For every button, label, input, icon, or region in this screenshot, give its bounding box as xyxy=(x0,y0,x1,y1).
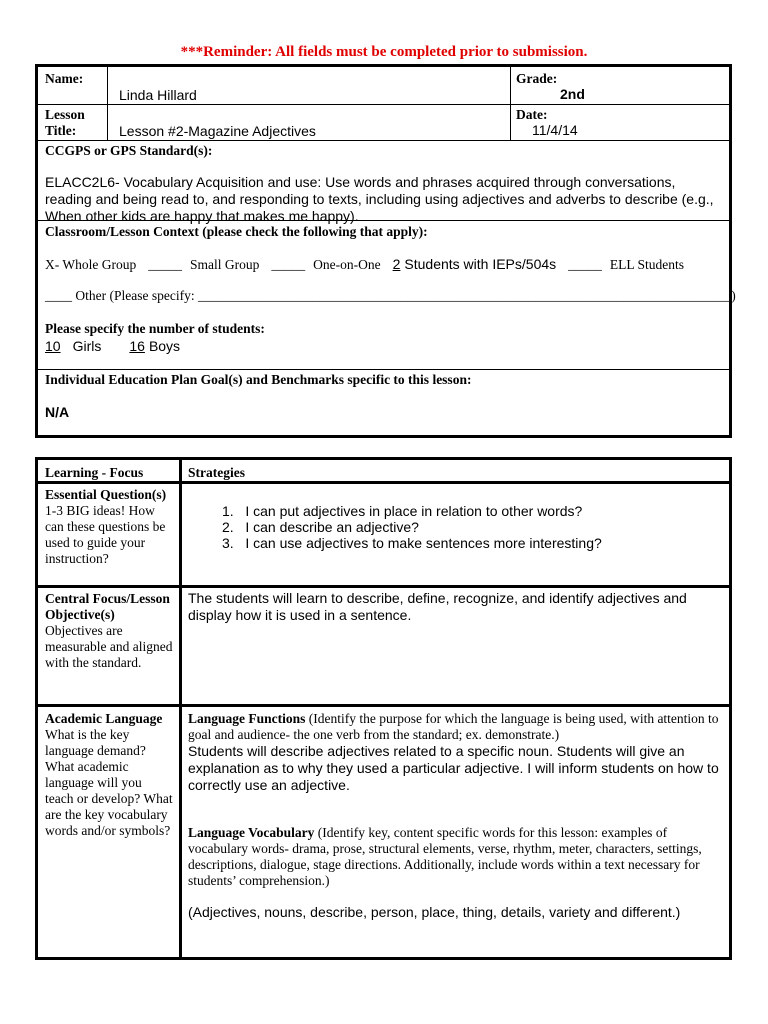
list-text: I can describe an adjective? xyxy=(245,519,419,535)
one-on-one-option: One-on-One xyxy=(313,257,381,272)
blank: _____ xyxy=(271,257,306,272)
boys-count: 16 xyxy=(129,338,145,354)
list-number: 3. xyxy=(222,535,234,551)
list-text: I can put adjectives in place in relation to other words? xyxy=(245,503,583,519)
row-divider xyxy=(38,585,729,588)
iep-option: Students with IEPs/504s xyxy=(404,256,557,272)
iep-goals-label: Individual Education Plan Goal(s) and Benchmarks specific to this lesson: xyxy=(45,372,472,387)
strategies-header: Strategies xyxy=(188,465,245,480)
central-focus-text: The students will learn to describe, define, recognize, and identify adjectives and display how it is used in a sentence. xyxy=(188,590,687,623)
row-divider xyxy=(38,704,729,707)
lesson-title-value: Lesson #2-Magazine Adjectives xyxy=(119,123,316,139)
small-group-option: Small Group xyxy=(189,257,260,272)
central-focus-desc: Objectives are measurable and aligned with the standard. xyxy=(45,623,173,670)
central-focus-title: Central Focus/Lesson Objective(s) xyxy=(45,591,170,622)
essential-questions-title: Essential Question(s) xyxy=(45,487,167,502)
language-vocabulary-cell xyxy=(188,825,724,921)
whole-group-option: X- Whole Group xyxy=(45,257,137,272)
language-functions-desc: (Identify the purpose for which the language is being used, with attention to goal and audience- the one verb from the standard; ex. demonstrate.) xyxy=(188,711,719,742)
lesson-label: Lesson xyxy=(45,107,85,122)
language-functions-text: Students will describe adjectives related to a specific noun. Students will give an explanation as to why they used a particular adjective. I will inform students on how to correctly use an adjective. xyxy=(188,743,719,793)
other-option: ____ Other (Please specify: _______________________________________________________________________________) xyxy=(45,288,736,303)
list-item xyxy=(222,535,712,551)
academic-language-desc: What is the key language demand? What academic language will you teach or develop? What are the key vocabulary words and/or symbols? xyxy=(45,727,173,838)
iep-goals-value: N/A xyxy=(45,404,70,420)
girls-label: Girls xyxy=(72,338,102,354)
essential-questions-desc: 1-3 BIG ideas! How can these questions be used to guide your instruction? xyxy=(45,503,166,566)
date-label: Date: xyxy=(516,107,548,122)
row-divider xyxy=(38,481,729,484)
central-focus-cell xyxy=(45,591,177,671)
standards-text: ELACC2L6- Vocabulary Acquisition and use: Use words and phrases acquired through conversations, reading and being read to, and responding to texts, including using adjectives and adverbs to describe (e.g., When other kids are happy that makes me happy). xyxy=(45,174,714,224)
list-number: 2. xyxy=(222,519,234,535)
list-text: I can use adjectives to make sentences more interesting? xyxy=(245,535,602,551)
learning-focus-header: Learning - Focus xyxy=(45,465,144,480)
title-label: Title: xyxy=(45,123,77,138)
language-vocabulary-desc: (Identify key, content specific words for this lesson: examples of vocabulary words- drama, prose, structural elements, verse, rhythm, meter, characters, settings, descriptions, dialogue, stage directions. Additionally, include words within a text necessary for students’ comprehension.) xyxy=(188,825,702,888)
name-value: Linda Hillard xyxy=(119,87,197,103)
num-students-label: Please specify the number of students: xyxy=(45,321,265,336)
list-item xyxy=(222,503,712,519)
language-vocabulary-text: (Adjectives, nouns, describe, person, place, thing, details, variety and different.) xyxy=(188,904,681,920)
girls-count: 10 xyxy=(45,338,61,354)
language-vocabulary-title: Language Vocabulary xyxy=(188,825,315,840)
list-item xyxy=(222,519,712,535)
grade-label: Grade: xyxy=(516,71,558,86)
divider xyxy=(38,104,729,105)
divider xyxy=(38,140,729,141)
column-divider xyxy=(179,460,182,957)
lesson-info-table xyxy=(35,64,736,438)
ell-option: ELL Students xyxy=(609,257,685,272)
list-number: 1. xyxy=(222,503,234,519)
name-label: Name: xyxy=(45,71,84,86)
academic-language-cell xyxy=(45,711,173,839)
grade-value: 2nd xyxy=(560,86,585,102)
lesson-plan-table xyxy=(35,457,732,960)
reminder-banner: ***Reminder: All fields must be completed prior to submission. xyxy=(180,44,588,60)
divider xyxy=(38,369,729,370)
language-functions-cell xyxy=(188,711,724,794)
student-counts xyxy=(45,338,180,356)
blank: _____ xyxy=(568,257,602,272)
boys-label: Boys xyxy=(148,338,181,354)
academic-language-title: Academic Language xyxy=(45,711,163,726)
context-label: Classroom/Lesson Context (please check the following that apply): xyxy=(45,224,428,239)
context-options xyxy=(45,256,725,274)
iep-count: 2 xyxy=(392,256,401,272)
essential-questions-cell xyxy=(45,487,175,567)
language-functions-title: Language Functions xyxy=(188,711,306,726)
standards-label: CCGPS or GPS Standard(s): xyxy=(45,143,213,158)
blank: _____ xyxy=(148,257,182,272)
essential-questions-list xyxy=(222,503,712,551)
date-value: 11/4/14 xyxy=(532,122,578,138)
